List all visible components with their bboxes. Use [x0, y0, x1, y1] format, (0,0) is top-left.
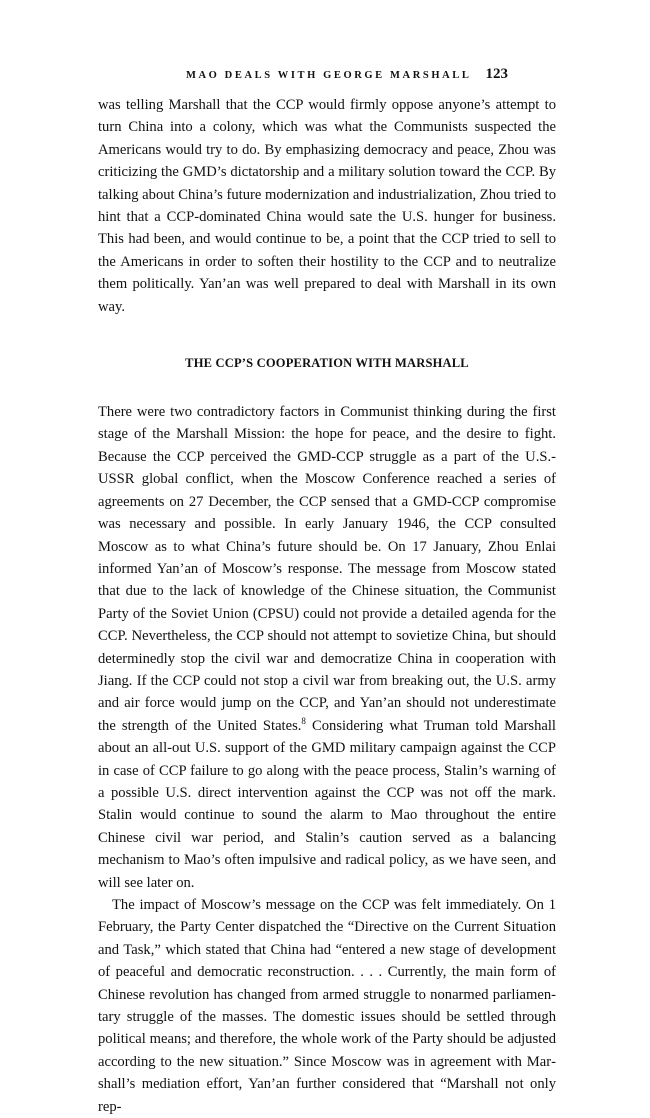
section-heading: THE CCP’S COOPERATION WITH MARSHALL [185, 356, 469, 371]
page-number: 123 [485, 66, 508, 82]
paragraph-text-after-note: Considering what Truman told Marshall about an all-out U.S. support of the GMD military campaign against the CCP in case of CCP failure to go along with the peace process, Stalin’s warning of a possible U.S. direct intervention against the CCP was not off the mark. Stalin would continue to sound the alarm to Mao throughout the entire Chinese civil war period, and Stalin’s caution served as a balancing mechanism to Mao’s often impulsive and radical policy, as we have seen, and will see later on. [98, 717, 556, 891]
footnote-marker: 8 [301, 715, 306, 726]
book-page [98, 66, 556, 1118]
paragraph-text-before-note: There were two contradictory factors in Communist thinking during the first stage of the Marshall Mission: the hope for peace, and the desire to fight. Because the CCP perceived the GMD-CCP struggle as a part of the U.S.-USSR global conflict, when the Moscow Conference reached a series of agreements on 27 December, the CCP sensed that a GMD-CCP compromise was necessary and possible. In early January 1946, the CCP consulted Moscow as to what China’s future should be. On 17 January, Zhou Enlai informed Yan’an of Moscow’s response. The message from Moscow stated that due to the lack of knowledge of the Chinese situation, the Communist Party of the Soviet Union (CPSU) could not provide a detailed agenda for the CCP. Nevertheless, the CCP should not attempt to sovietize China, but should determinedly stop the civil war and democratize China in cooperation with Jiang. If the CCP could not stop a civil war from breaking out, the U.S. army and air force would jump on the CCP, and Yan’an should not underestimate the strength of the United States. [98, 404, 556, 734]
paragraph-impact-of-message: The impact of Moscow’s message on the CCP was felt immediately. On 1 February, the Party Center dispatched the “Directive on the Current Situation and Task,” which stated that China had “entered a new stage of development of peaceful and democratic reconstruction. . . . Currently, the main form of Chinese revolution has changed from armed struggle to nonarmed parliamentary struggle of the masses. The domestic issues should be settled through political means; and therefore, the whole work of the Party should be adjusted according to the new situation.” Since Moscow was in agreement with Marshall’s mediation effort, Yan’an further considered that “Marshall not only rep- [98, 897, 556, 1115]
running-head [138, 66, 556, 88]
paragraph-continued: was telling Marshall that the CCP would firmly oppose anyone’s attempt to turn China into a colony, which was what the Communists suspected the Americans would try to do. By emphasizing democracy and peace, Zhou was criticizing the GMD’s dictatorship and a military solution toward the CCP. By talking about China’s future modernization and industrialization, Zhou tried to hint that a CCP-dominated China would sate the U.S. hunger for business. This had been, and would continue to be, a point that the CCP tried to sell to the Americans in order to soften their hostility to the CCP and to neutralize them politically. Yan’an was well prepared to deal with Marshall in its own way. [98, 97, 556, 315]
running-title: MAO DEALS WITH GEORGE MARSHALL [185, 70, 472, 81]
paragraph-contradictory-factors [98, 401, 556, 894]
